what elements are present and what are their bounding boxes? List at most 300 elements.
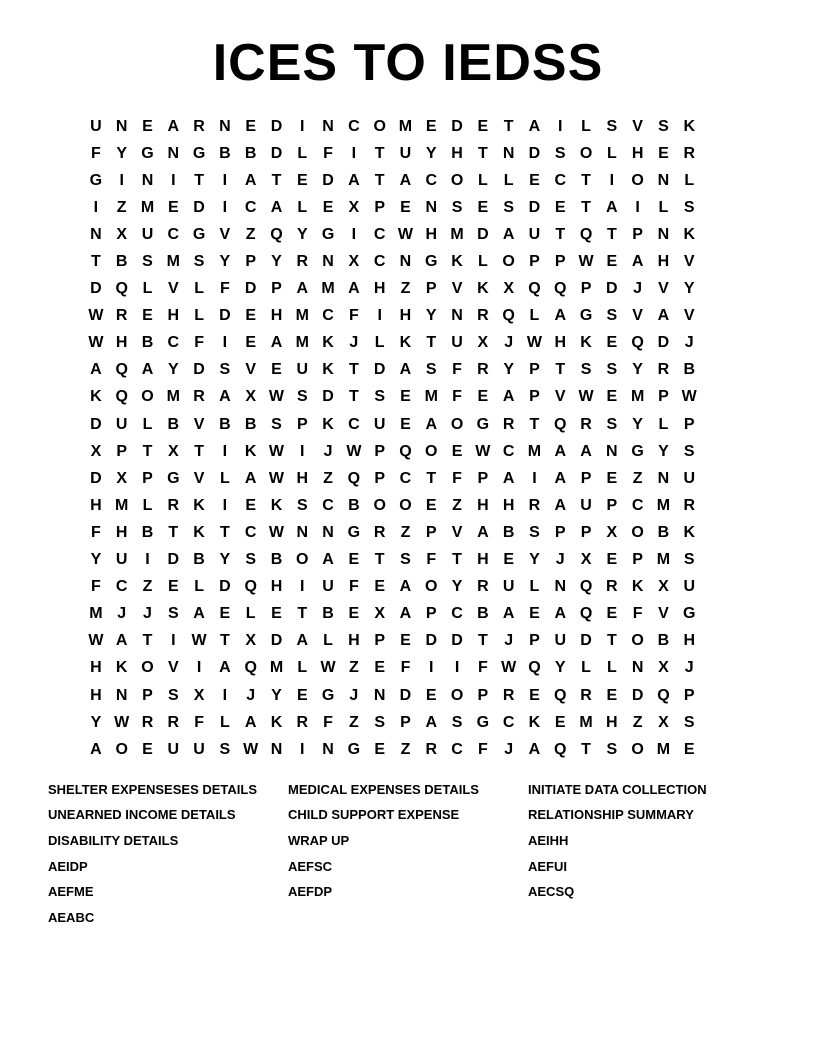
grid-letter: Q [115, 388, 128, 406]
grid-letter: T [348, 388, 359, 406]
grid-letter: I [222, 198, 228, 216]
grid-letter: E [374, 740, 385, 758]
grid-letter: B [219, 144, 231, 162]
grid-letter: Y [683, 280, 695, 298]
grid-letter: T [503, 117, 514, 135]
grid-letter: H [451, 144, 463, 162]
grid-letter: J [504, 632, 514, 650]
grid-letter: K [193, 496, 205, 514]
grid-letter: M [166, 388, 180, 406]
grid-letter: S [683, 713, 695, 731]
grid-letter: O [631, 632, 644, 650]
grid-letter: A [296, 632, 309, 650]
grid-letter: N [373, 686, 386, 704]
grid-letter: L [606, 144, 617, 162]
grid-letter: R [477, 361, 489, 379]
grid-letter: G [579, 307, 593, 325]
grid-letter: L [658, 198, 669, 216]
grid-letter: T [194, 442, 204, 460]
grid-letter: P [271, 280, 282, 298]
grid-letter: E [606, 388, 618, 406]
grid-letter: V [451, 523, 463, 541]
grid-letter: N [90, 225, 102, 243]
grid-letter: G [321, 225, 335, 243]
grid-letter: V [683, 253, 695, 271]
grid-letter: D [90, 280, 102, 298]
grid-letter: A [141, 361, 154, 379]
grid-letter: I [300, 117, 305, 135]
grid-letter: E [606, 253, 618, 271]
grid-letter: H [373, 280, 386, 298]
grid-letter: F [426, 551, 437, 569]
grid-letter: A [322, 551, 334, 569]
grid-letter: F [219, 280, 230, 298]
word-list-item: CHILD SUPPORT EXPENSE [288, 807, 460, 823]
grid-letter: X [658, 578, 669, 596]
grid-letter: W [88, 307, 104, 325]
grid-letter: J [117, 605, 127, 623]
grid-letter: H [657, 253, 670, 271]
grid-letter: X [90, 442, 102, 460]
grid-letter: B [219, 415, 231, 433]
grid-letter: H [477, 496, 489, 514]
grid-letter: A [348, 280, 360, 298]
grid-letter: O [450, 171, 464, 189]
grid-letter: G [683, 605, 696, 623]
grid-letter: U [115, 551, 128, 569]
grid-letter: A [399, 605, 412, 623]
grid-letter: P [425, 605, 437, 623]
grid-letter: I [171, 171, 176, 189]
grid-letter: N [451, 307, 463, 325]
grid-letter: U [554, 632, 567, 650]
grid-letter: A [528, 117, 541, 135]
grid-letter: A [244, 171, 257, 189]
grid-letter: Q [244, 578, 257, 596]
grid-letter: E [477, 388, 489, 406]
grid-letter: C [167, 334, 180, 352]
grid-letter: E [142, 117, 153, 135]
grid-letter: S [529, 523, 540, 541]
grid-letter: Z [400, 523, 411, 541]
grid-letter: P [658, 388, 669, 406]
grid-letter: G [167, 469, 180, 487]
grid-row [83, 113, 743, 140]
grid-letter: A [528, 740, 541, 758]
grid-letter: P [425, 280, 437, 298]
grid-letter: Y [658, 442, 669, 460]
grid-letter: S [374, 713, 385, 731]
grid-letter: C [631, 496, 644, 514]
word-list-item: WRAP UP [288, 832, 350, 848]
grid-letter: Q [657, 686, 670, 704]
grid-letter: A [219, 388, 231, 406]
grid-letter: A [270, 334, 283, 352]
grid-letter: I [351, 144, 357, 162]
grid-letter: Y [90, 713, 102, 731]
grid-letter: H [399, 307, 412, 325]
grid-letter: O [141, 659, 154, 677]
grid-letter: T [555, 361, 566, 379]
grid-letter: M [89, 605, 103, 623]
grid-letter: P [529, 361, 540, 379]
grid-letter: C [373, 253, 386, 271]
grid-letter: T [606, 632, 617, 650]
grid-letter: Q [554, 280, 567, 298]
grid-letter: Y [451, 578, 463, 596]
grid-letter: R [580, 686, 592, 704]
grid-letter: S [142, 253, 153, 271]
grid-letter: E [322, 198, 334, 216]
grid-letter: A [554, 469, 567, 487]
grid-letter: L [142, 280, 153, 298]
grid-letter: E [348, 605, 360, 623]
grid-letter: I [222, 442, 228, 460]
grid-letter: T [374, 551, 385, 569]
grid-row [83, 357, 743, 384]
grid-letter: E [271, 361, 282, 379]
grid-letter: C [348, 415, 360, 433]
grid-letter: U [580, 496, 592, 514]
grid-letter: S [374, 388, 385, 406]
grid-letter: M [656, 551, 671, 569]
grid-letter: G [89, 171, 103, 189]
grid-letter: W [397, 225, 414, 243]
grid-letter: N [631, 659, 644, 677]
grid-letter: J [633, 280, 643, 298]
grid-letter: V [658, 605, 669, 623]
grid-letter: H [631, 144, 644, 162]
grid-letter: R [167, 496, 180, 514]
grid-letter: S [606, 361, 618, 379]
grid-letter: E [529, 171, 540, 189]
grid-letter: C [451, 740, 463, 758]
grid-letter: A [554, 307, 567, 325]
grid-letter: Y [167, 361, 179, 379]
grid-letter: L [503, 171, 514, 189]
grid-row [83, 276, 743, 303]
grid-letter: I [222, 496, 228, 514]
grid-letter: D [451, 117, 463, 135]
grid-letter: N [657, 225, 670, 243]
grid-letter: T [297, 605, 308, 623]
grid-letter: T [348, 361, 359, 379]
grid-letter: D [425, 632, 438, 650]
word-list-item: AEFUI [528, 858, 567, 874]
grid-letter: K [322, 334, 334, 352]
grid-letter: X [606, 523, 618, 541]
grid-letter: I [377, 307, 382, 325]
grid-letter: E [477, 117, 489, 135]
grid-letter: P [142, 686, 153, 704]
grid-letter: C [502, 713, 515, 731]
grid-letter: A [115, 632, 128, 650]
grid-letter: N [399, 253, 412, 271]
grid-letter: D [193, 361, 205, 379]
grid-row [83, 682, 743, 709]
grid-letter: T [142, 632, 153, 650]
grid-letter: Y [425, 307, 437, 325]
grid-letter: E [296, 171, 308, 189]
grid-letter: F [632, 605, 643, 623]
grid-letter: T [581, 198, 591, 216]
grid-letter: G [476, 415, 490, 433]
grid-letter: J [246, 686, 256, 704]
grid-letter: L [245, 605, 256, 623]
grid-letter: M [398, 117, 413, 135]
grid-letter: N [606, 442, 618, 460]
grid-letter: K [631, 578, 644, 596]
grid-letter: R [115, 307, 128, 325]
grid-letter: R [373, 523, 386, 541]
grid-letter: H [270, 578, 283, 596]
word-list-item: UNEARNED INCOME DETAILS [48, 807, 236, 823]
grid-letter: N [141, 171, 154, 189]
grid-letter: D [90, 415, 102, 433]
grid-letter: C [322, 307, 334, 325]
grid-letter: G [631, 442, 644, 460]
grid-letter: B [167, 415, 180, 433]
grid-letter: K [322, 361, 334, 379]
grid-letter: Y [529, 551, 540, 569]
grid-letter: N [270, 740, 283, 758]
grid-letter: Y [219, 253, 231, 271]
grid-letter: S [580, 361, 592, 379]
grid-letter: J [323, 442, 333, 460]
word-list-item: MEDICAL EXPENSES DETAILS [288, 781, 479, 797]
grid-letter: O [579, 144, 593, 162]
grid-letter: X [658, 659, 669, 677]
grid-letter: V [632, 117, 643, 135]
grid-letter: F [91, 523, 101, 541]
grid-letter: G [141, 144, 154, 162]
grid-letter: E [167, 198, 179, 216]
grid-letter: T [374, 144, 385, 162]
grid-letter: S [245, 551, 257, 569]
grid-letter: L [142, 496, 153, 514]
grid-letter: P [400, 713, 411, 731]
grid-letter: A [502, 388, 515, 406]
grid-letter: S [606, 415, 618, 433]
grid-letter: L [142, 415, 153, 433]
grid-letter: T [477, 632, 488, 650]
grid-letter: Z [400, 280, 411, 298]
grid-letter: U [683, 578, 695, 596]
grid-letter: L [219, 469, 230, 487]
grid-letter: N [322, 523, 334, 541]
grid-letter: X [116, 225, 128, 243]
grid-letter: F [348, 307, 359, 325]
grid-letter: R [683, 144, 695, 162]
grid-letter: C [425, 171, 438, 189]
grid-letter: Y [554, 659, 566, 677]
grid-letter: J [504, 740, 514, 758]
grid-letter: E [606, 469, 618, 487]
grid-letter: S [167, 686, 179, 704]
grid-letter: Y [271, 253, 282, 271]
grid-letter: P [632, 551, 643, 569]
grid-letter: P [632, 225, 643, 243]
grid-row [83, 438, 743, 465]
grid-letter: P [374, 198, 385, 216]
grid-letter: L [219, 713, 230, 731]
grid-letter: P [374, 632, 385, 650]
grid-letter: H [606, 713, 618, 731]
grid-letter: K [90, 388, 102, 406]
grid-letter: F [452, 361, 462, 379]
grid-letter: E [142, 307, 153, 325]
grid-letter: Y [632, 415, 643, 433]
grid-letter: M [321, 280, 335, 298]
grid-letter: W [243, 740, 259, 758]
grid-letter: I [454, 659, 460, 677]
grid-letter: C [554, 171, 567, 189]
grid-letter: N [322, 740, 334, 758]
grid-letter: O [115, 740, 128, 758]
grid-letter: R [296, 713, 309, 731]
grid-letter: R [167, 713, 180, 731]
grid-letter: W [88, 632, 104, 650]
grid-letter: T [142, 442, 153, 460]
grid-letter: K [270, 496, 283, 514]
grid-letter: N [219, 117, 231, 135]
grid-letter: D [528, 144, 541, 162]
grid-letter: W [268, 442, 285, 460]
grid-letter: W [475, 442, 491, 460]
grid-letter: A [348, 171, 360, 189]
grid-letter: U [451, 334, 463, 352]
grid-letter: Z [142, 578, 153, 596]
grid-letter: P [477, 469, 489, 487]
grid-letter: I [351, 225, 357, 243]
grid-row [83, 465, 743, 492]
grid-letter: M [115, 496, 129, 514]
grid-letter: D [167, 551, 180, 569]
grid-letter: T [194, 171, 204, 189]
grid-letter: A [270, 198, 283, 216]
grid-letter: Q [347, 469, 361, 487]
grid-letter: Y [116, 144, 128, 162]
grid-letter: M [166, 253, 180, 271]
grid-letter: E [425, 686, 437, 704]
grid-letter: X [580, 551, 592, 569]
grid-letter: M [450, 225, 464, 243]
grid-letter: P [580, 523, 592, 541]
grid-letter: B [683, 361, 695, 379]
grid-letter: T [219, 523, 230, 541]
grid-letter: E [606, 605, 618, 623]
grid-letter: B [270, 551, 283, 569]
grid-row [83, 519, 743, 546]
grid-letter: K [270, 713, 283, 731]
grid-letter: C [399, 469, 412, 487]
grid-letter: M [424, 388, 438, 406]
grid-letter: D [90, 469, 102, 487]
grid-letter: W [681, 388, 697, 406]
grid-letter: K [683, 225, 695, 243]
grid-letter: A [399, 578, 412, 596]
grid-letter: H [348, 632, 360, 650]
grid-letter: D [528, 198, 541, 216]
grid-letter: Z [632, 469, 643, 487]
grid-letter: S [658, 117, 669, 135]
page-title: ICES TO IEDSS [212, 34, 604, 92]
grid-letter: I [532, 469, 537, 487]
grid-letter: E [606, 686, 618, 704]
grid-letter: B [141, 523, 154, 541]
grid-letter: N [115, 117, 128, 135]
grid-letter: G [192, 225, 206, 243]
word-list-item: RELATIONSHIP SUMMARY [528, 807, 694, 823]
grid-letter: X [374, 605, 385, 623]
grid-letter: D [270, 117, 283, 135]
grid-letter: E [245, 307, 257, 325]
grid-letter: N [502, 144, 515, 162]
grid-letter: E [554, 198, 566, 216]
grid-letter: R [477, 307, 489, 325]
grid-letter: L [194, 307, 204, 325]
grid-letter: O [631, 523, 644, 541]
grid-letter: C [167, 225, 180, 243]
grid-row [83, 221, 743, 248]
grid-row [83, 492, 743, 519]
grid-letter: I [558, 117, 563, 135]
grid-letter: D [399, 686, 412, 704]
grid-letter: E [425, 496, 437, 514]
grid-letter: L [529, 578, 540, 596]
grid-letter: X [477, 334, 489, 352]
grid-letter: Z [348, 713, 359, 731]
grid-letter: F [477, 740, 488, 758]
grid-letter: N [322, 253, 334, 271]
grid-letter: U [193, 740, 205, 758]
grid-letter: J [684, 334, 694, 352]
grid-letter: C [244, 198, 257, 216]
grid-letter: S [606, 740, 618, 758]
grid-letter: Q [554, 686, 567, 704]
grid-letter: W [114, 713, 130, 731]
grid-letter: O [502, 253, 515, 271]
grid-letter: B [477, 605, 489, 623]
grid-letter: U [373, 415, 386, 433]
grid-letter: Y [632, 361, 643, 379]
grid-letter: J [349, 686, 359, 704]
grid-letter: Q [502, 307, 515, 325]
grid-row [83, 709, 743, 736]
grid-letter: D [193, 198, 205, 216]
grid-letter: O [373, 117, 386, 135]
grid-letter: J [143, 605, 152, 623]
grid-letter: H [90, 686, 102, 704]
grid-letter: X [116, 469, 128, 487]
grid-letter: S [296, 388, 308, 406]
grid-letter: A [399, 361, 412, 379]
grid-letter: B [244, 415, 257, 433]
grid-letter: P [554, 253, 566, 271]
grid-letter: J [555, 551, 565, 569]
grid-letter: E [348, 551, 360, 569]
grid-letter: W [526, 334, 542, 352]
grid-letter: Z [245, 225, 256, 243]
grid-letter: G [321, 686, 335, 704]
grid-letter: D [451, 632, 463, 650]
grid-letter: X [348, 198, 360, 216]
grid-letter: X [167, 442, 179, 460]
grid-letter: K [683, 523, 695, 541]
grid-letter: W [578, 253, 594, 271]
grid-letter: T [529, 415, 540, 433]
grid-letter: T [426, 469, 437, 487]
